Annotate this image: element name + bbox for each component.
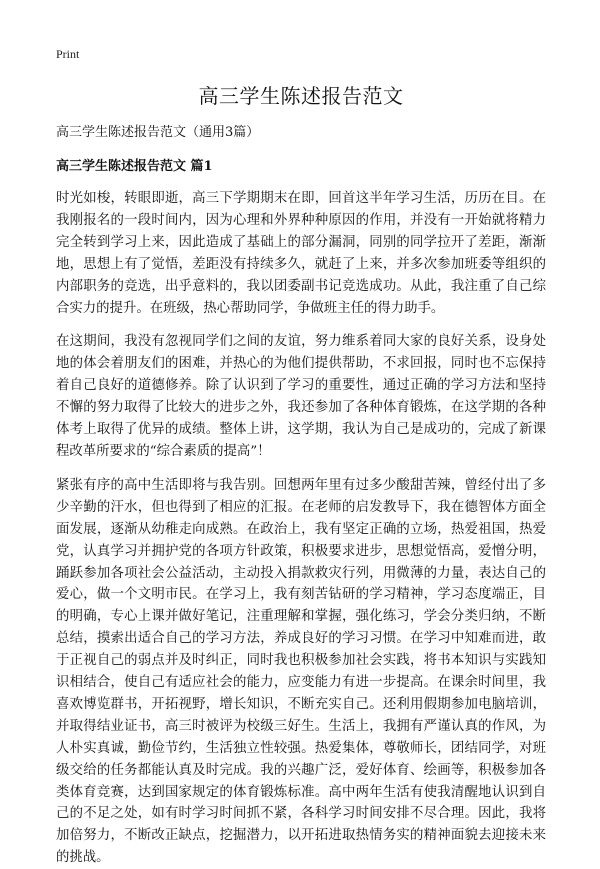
print-link[interactable]: Print — [56, 47, 80, 61]
section-heading: 高三学生陈述报告范文 篇1 — [56, 159, 213, 174]
document-subtitle: 高三学生陈述报告范文（通用3篇） — [56, 125, 260, 140]
document-title: 高三学生陈述报告范文 — [198, 84, 404, 108]
paragraph-1: 时光如梭，转眼即逝，高三下学期期末在即，回首这半年学习生活，历历在目。在我刚报名的一段时间内，因为心理和外界种种原因的作用，并没有一开始就将精力完全转到学习上来，因此造成了基础上的部分漏洞，同别的同学拉开了差距，渐渐地，思想上有了觉悟，差距没有持续多久，就赶了上来，并多次参加班委等组织的内部职务的竞选，出乎意料的，我以团委副书记竞选成功。从此，我注重了自己综合实力的提升。在班级，热心帮助同学，争做班主任的得力助手。 — [56, 191, 546, 316]
paragraph-2: 在这期间，我没有忽视同学们之间的友谊，努力维系着同大家的良好关系，设身处地的体会着朋友们的困难，并热心的为他们提供帮助，不求回报，同时也不忘保持着自己良好的道德修养。除了认识到了学习的重要性，通过正确的学习方法和坚持不懈的努力取得了比较大的进步之外，我还参加了各种体育锻炼，在这学期的各种体考上取得了优异的成绩。整体上讲，这学期，我认为自己是成功的，完成了新课程改革所要求的“综合素质的提高”！ — [56, 334, 546, 459]
paragraph-3: 紧张有序的高中生活即将与我告别。回想两年里有过多少酸甜苦辣，曾经付出了多少辛勤的汗水，但也得到了相应的汇报。在老师的启发教导下，我在德智体方面全面发展，逐渐从幼稚走向成熟。在政治上，我有坚定正确的立场，热爱祖国，热爱党，认真学习并拥护党的各项方针政策，积极要求进步，思想觉悟高，爱憎分明，踊跃参加各项社会公益活动，主动投入捐款救灾行列，用微薄的力量，表达自己的爱心，做一个文明市民。在学习上，我有刻苦钻研的学习精神，学习态度端正，目的明确，专心上课并做好笔记，注重理解和掌握，强化练习，学会分类归纳，不断总结，摸索出适合自己的学习方法，养成良好的学习习惯。在学习中知难而进，敢于正视自己的弱点并及时纠正，同时我也积极参加社会实践，将书本知识与实践知识相结合，使自己有适应社会的能力，应变能力有进一步提高。在课余时间里，我喜欢博览群书，开拓视野，增长知识，不断充实自己。还利用假期参加电脑培训，并取得结业证书，高三时被评为校级三好生。生活上，我拥有严谨认真的作风，为人朴实真诚，勤俭节约，生活独立性较强。热爱集体，尊敬师长，团结同学，对班级交给的任务都能认真及时完成。我的兴趣广泛，爱好体育、绘画等，积极参加各类体育竞赛，达到国家规定的体育锻炼标准。高中两年生活有使我清醒地认识到自己的不足之处，如有时学习时间抓不紧，各科学习时间安排不尽合理。因此，我将加倍努力，不断改正缺点，挖掘潜力，以开拓进取热情务实的精神面貌去迎接未来的挑战。 — [56, 477, 546, 866]
